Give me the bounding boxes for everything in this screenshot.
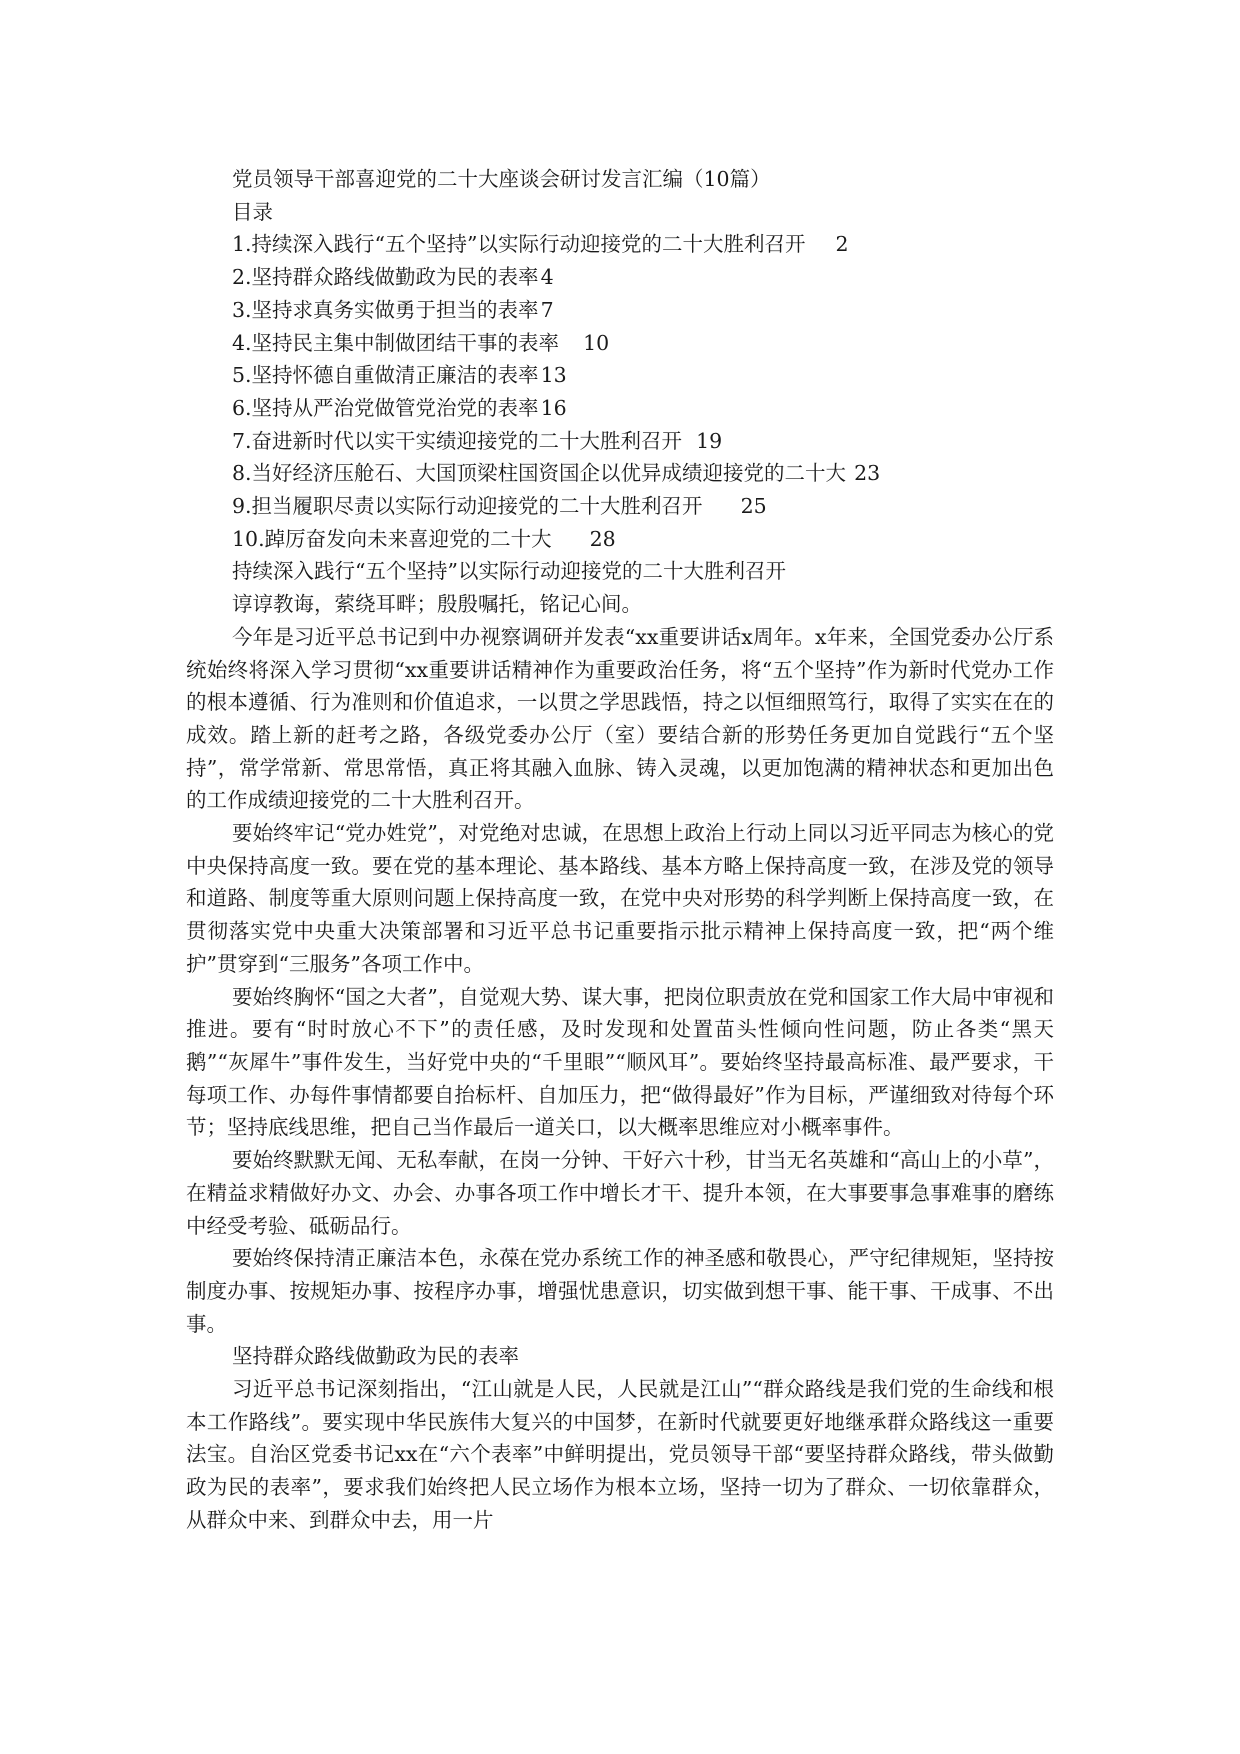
body-paragraph: 要始终胸怀“国之大者”，自觉观大势、谋大事，把岗位职责放在党和国家工作大局中审视和推进。要有“时时放心不下”的责任感，及时发现和处置苗头性倾向性问题，防止各类“黑天鹅”“灰犀牛”事件发生，当好党中央的“千里眼”“顺风耳”。要始终坚持最高标准、最严要求，干每项工作、办每件事情都要自抬标杆、自加压力，把“做得最好”作为目标，严谨细致对待每个环节；坚持底线思维，把自己当作最后一道关口，以大概率思维应对小概率事件。 xyxy=(186,984,1054,1140)
toc-item-label: 2.坚持群众路线做勤政为民的表率 xyxy=(232,265,539,290)
document-title: 党员领导干部喜迎党的二十大座谈会研讨发言汇编（10篇） xyxy=(232,167,771,191)
toc-item xyxy=(186,294,1054,327)
toc-item-page: 4 xyxy=(540,265,554,290)
toc-item-page: 28 xyxy=(589,526,616,551)
body-paragraph: 今年是习近平总书记到中办视察调研并发表“xx重要讲话x周年。x年来，全国党委办公厅系统始终将深入学习贯彻“xx重要讲话精神作为重要政治任务，将“五个坚持”作为新时代党办工作的根本遵循、行为准则和价值追求，一以贯之学思践悟，持之以恒细照笃行，取得了实实在在的成效。踏上新的赶考之路，各级党委办公厅（室）要结合新的形势任务更加自觉践行“五个坚持”，常学常新、常思常悟，真正将其融入血脉、铸入灵魂，以更加饱满的精神状态和更加出色的工作成绩迎接党的二十大胜利召开。 xyxy=(186,624,1054,813)
toc-item-label: 7.奋进新时代以实干实绩迎接党的二十大胜利召开 xyxy=(232,428,683,453)
toc-item-page: 23 xyxy=(854,461,881,486)
body-paragraph: 习近平总书记深刻指出，“江山就是人民，人民就是江山”“群众路线是我们党的生命线和根本工作路线”。要实现中华民族伟大复兴的中国梦，在新时代就要更好地继承群众路线这一重要法宝。自治区党委书记xx在“六个表率”中鲜明提出，党员领导干部“要坚持群众路线，带头做勤政为民的表率”，要求我们始终把人民立场作为根本立场，坚持一切为了群众、一切依靠群众，从群众中来、到群众中去，用一片 xyxy=(186,1377,1054,1532)
toc-item-label: 1.持续深入践行“五个坚持”以实际行动迎接党的二十大胜利召开 xyxy=(232,232,806,257)
section-epigraph: 谆谆教诲，萦绕耳畔；殷殷嘱托，铭记心间。 xyxy=(232,592,642,617)
toc-item-page: 16 xyxy=(540,395,567,420)
body-paragraph: 要始终保持清正廉洁本色，永葆在党办系统工作的神圣感和敬畏心，严守纪律规矩，坚持按制度办事、按规矩办事、按程序办事，增强忧患意识，切实做到想干事、能干事、干成事、不出事。 xyxy=(186,1246,1054,1336)
toc-item xyxy=(186,490,1054,523)
section-heading: 坚持群众路线做勤政为民的表率 xyxy=(232,1344,519,1369)
toc-item-label: 6.坚持从严治党做管党治党的表率 xyxy=(232,395,539,420)
toc-item-label: 4.坚持民主集中制做团结干事的表率 xyxy=(232,330,560,355)
toc-item xyxy=(186,457,1054,490)
toc-item xyxy=(186,523,1054,556)
toc-item xyxy=(186,425,1054,458)
toc-item xyxy=(186,392,1054,425)
toc-item-page: 13 xyxy=(540,363,567,388)
toc-item xyxy=(186,359,1054,392)
document-header xyxy=(186,163,1054,1537)
section-heading: 持续深入践行“五个坚持”以实际行动迎接党的二十大胜利召开 xyxy=(232,559,786,584)
toc-item-label: 10.踔厉奋发向未来喜迎党的二十大 xyxy=(232,526,552,551)
toc-item-page: 2 xyxy=(835,232,849,257)
toc-item xyxy=(186,261,1054,294)
toc-item-page: 7 xyxy=(540,297,554,322)
toc-item-page: 19 xyxy=(696,428,723,453)
toc-item-page: 10 xyxy=(583,330,610,355)
body-paragraph: 要始终默默无闻、无私奉献，在岗一分钟、干好六十秒，甘当无名英雄和“高山上的小草”，在精益求精做好办文、办会、办事各项工作中增长才干、提升本领，在大事要事急事难事的磨练中经受考验、砥砺品行。 xyxy=(186,1148,1054,1238)
body-paragraph: 要始终牢记“党办姓党”，对党绝对忠诚，在思想上政治上行动上同以习近平同志为核心的党中央保持高度一致。要在党的基本理论、基本路线、基本方略上保持高度一致，在涉及党的领导和道路、制度等重大原则问题上保持高度一致，在党中央对形势的科学判断上保持高度一致，在贯彻落实党中央重大决策部署和习近平总书记重要指示批示精神上保持高度一致，把“两个维护”贯穿到“三服务”各项工作中。 xyxy=(186,821,1054,976)
toc-heading: 目录 xyxy=(232,199,273,224)
toc-item-label: 9.担当履职尽责以实际行动迎接党的二十大胜利召开 xyxy=(232,494,703,519)
toc-item-label: 5.坚持怀德自重做清正廉洁的表率 xyxy=(232,363,539,388)
toc-item xyxy=(186,327,1054,360)
toc-item-page: 25 xyxy=(740,494,767,519)
toc-item xyxy=(186,228,1054,261)
toc-item-label: 3.坚持求真务实做勇于担当的表率 xyxy=(232,297,539,322)
toc-item-label: 8.当好经济压舱石、大国顶梁柱国资国企以优异成绩迎接党的二十大 xyxy=(232,461,847,486)
